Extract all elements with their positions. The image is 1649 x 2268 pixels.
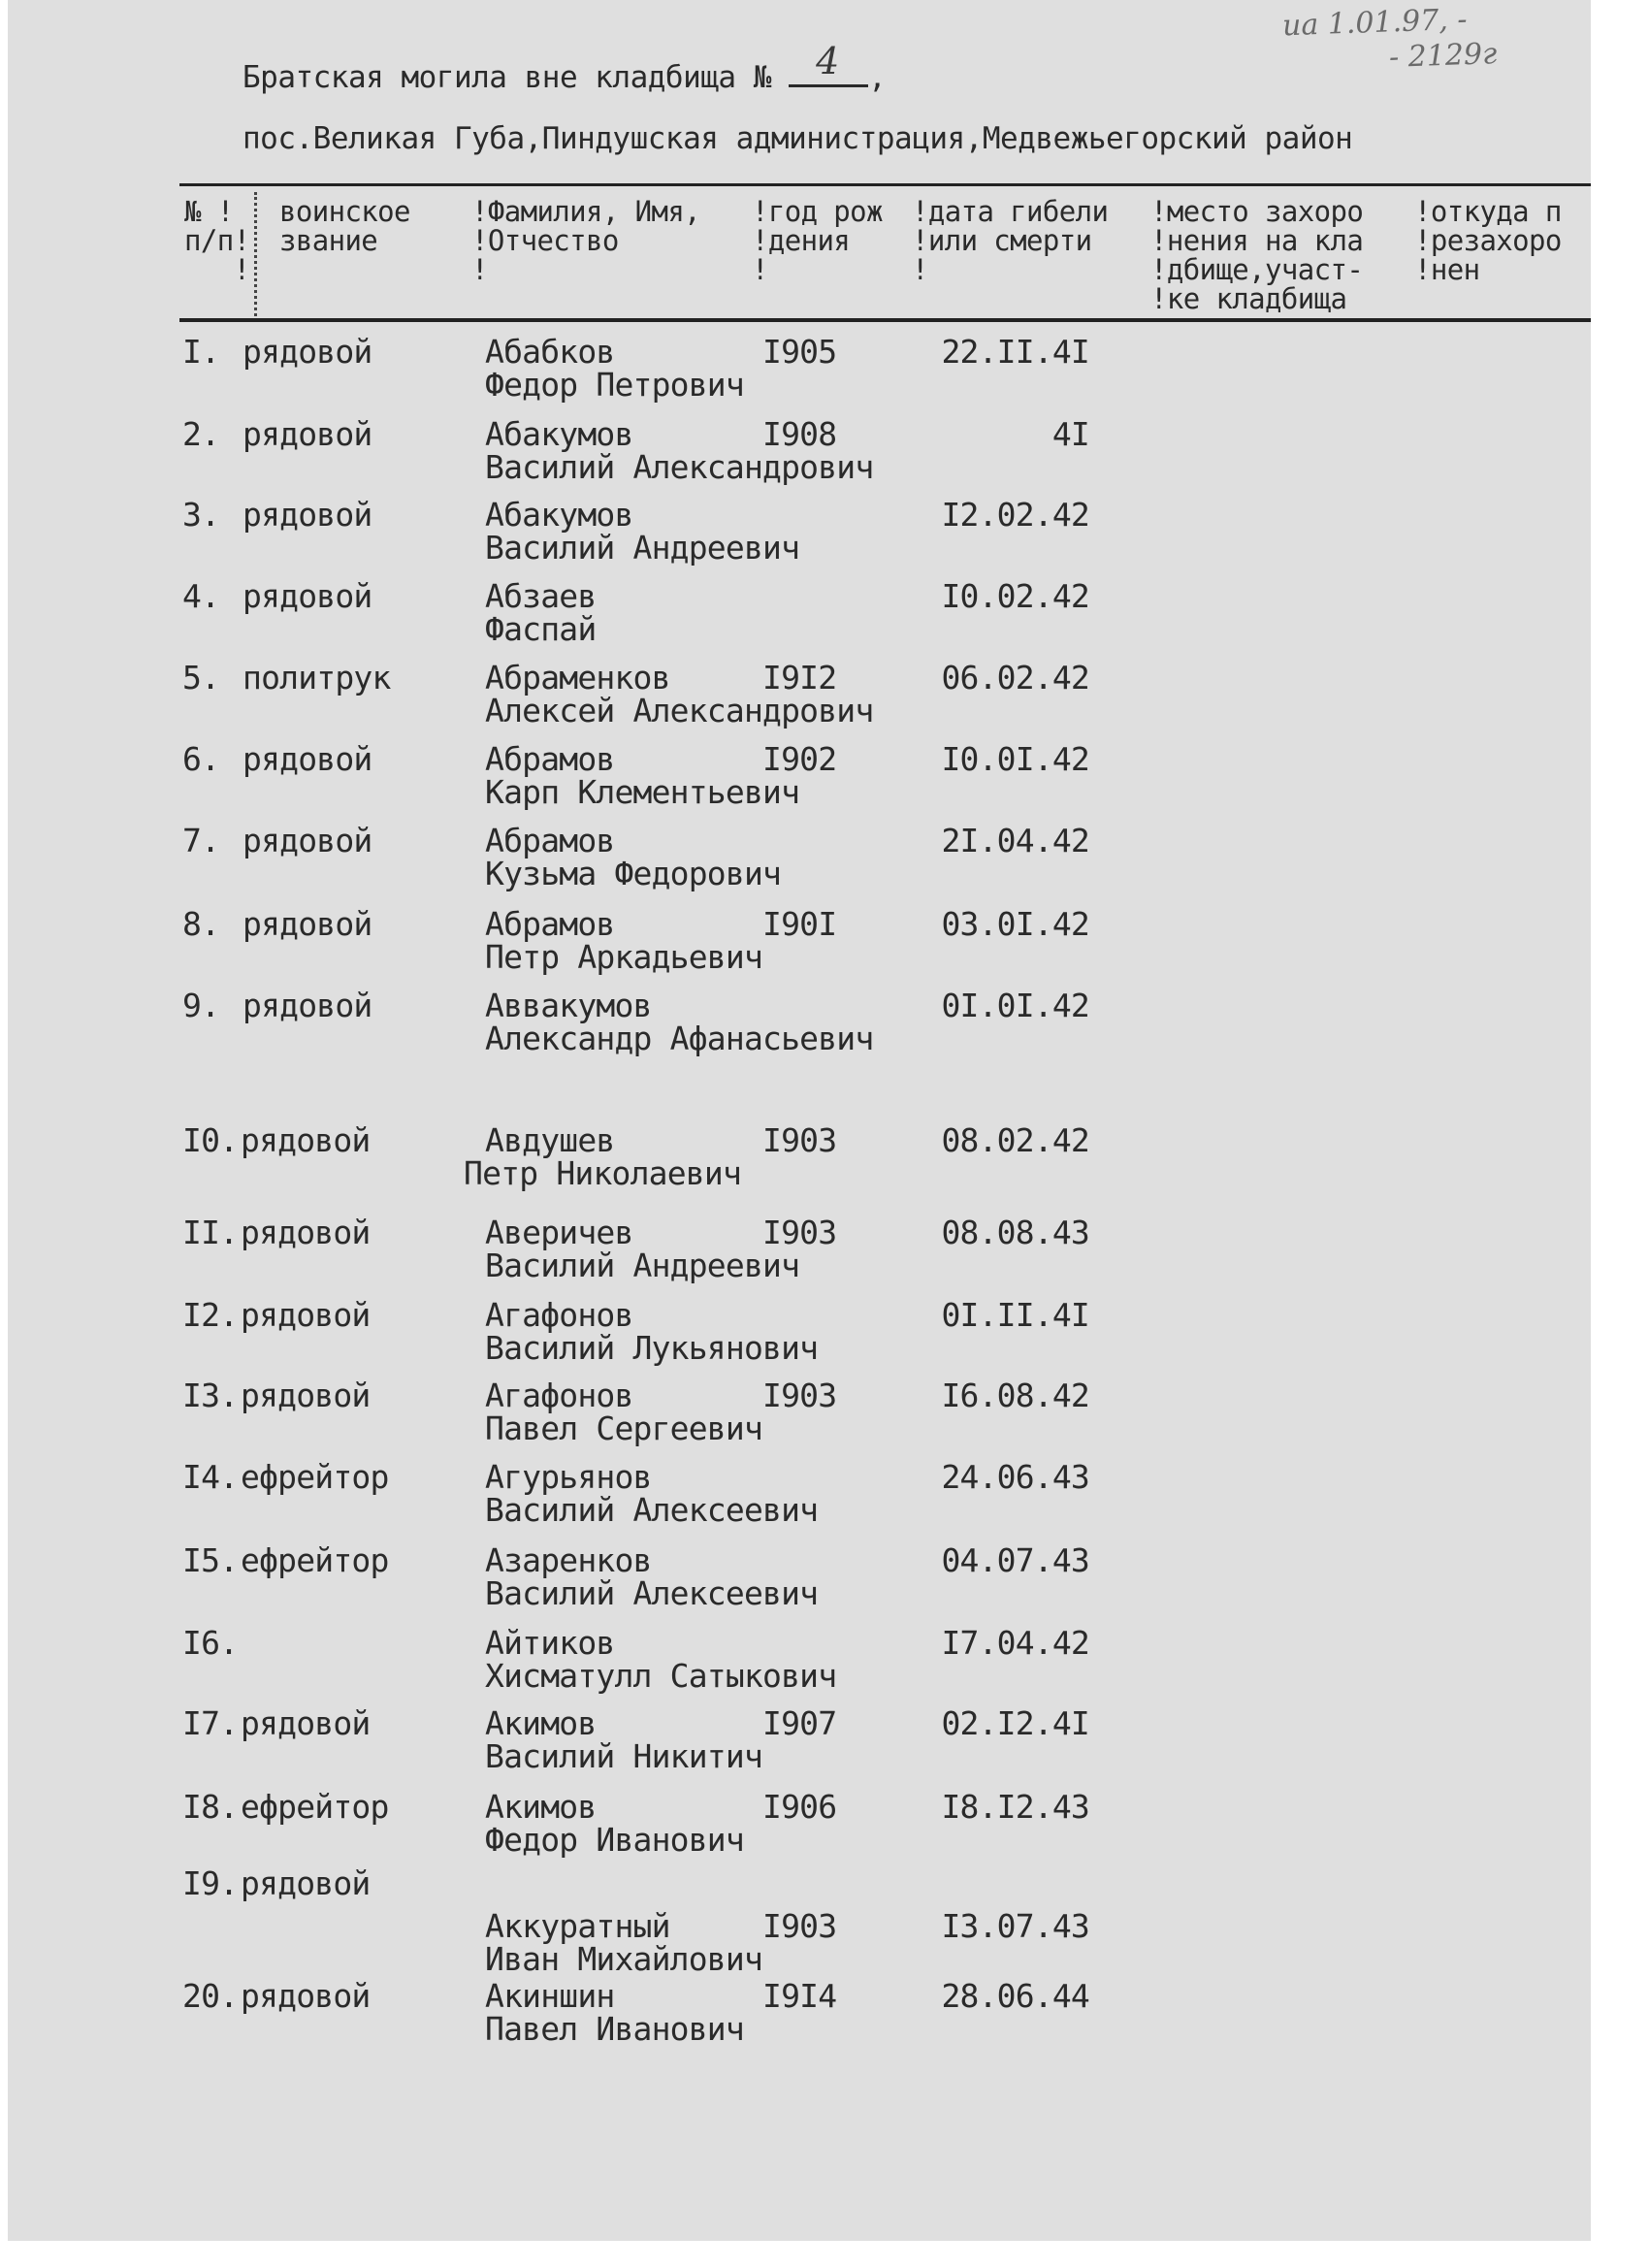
- row-given-names: Павел Сергеевич: [485, 1409, 763, 1447]
- handwritten-note-line1: ua 1.01.97, -: [1281, 2, 1469, 44]
- row-number: 20.: [182, 1977, 239, 2015]
- row-number: 6.: [182, 740, 220, 778]
- row-rank: политрук: [242, 659, 391, 697]
- row-surname: Абрамов: [485, 740, 615, 778]
- row-given-names: Василий Алексеевич: [485, 1491, 819, 1529]
- row-given-names: Петр Николаевич: [464, 1154, 742, 1192]
- row-surname: Аверичев: [485, 1214, 633, 1251]
- row-number: I5.: [182, 1541, 239, 1579]
- row-death-date: 2I.04.42: [941, 822, 1089, 859]
- row-rank: рядовой: [242, 987, 372, 1024]
- row-given-names: Павел Иванович: [485, 2010, 744, 2048]
- row-given-names: Алексей Александрович: [485, 692, 874, 729]
- row-surname: Аккуратный: [485, 1907, 670, 1945]
- row-birth-year: I903: [762, 1214, 837, 1251]
- row-given-names: Василий Андреевич: [485, 1247, 800, 1284]
- row-given-names: Василий Лукьянович: [485, 1329, 819, 1367]
- row-surname: Абраменков: [485, 659, 670, 697]
- row-birth-year: I9I4: [762, 1977, 837, 2015]
- row-rank: рядовой: [241, 1121, 371, 1159]
- row-birth-year: I908: [762, 415, 837, 453]
- row-rank: рядовой: [242, 496, 372, 534]
- row-surname: Агафонов: [485, 1377, 633, 1414]
- row-surname: Акимов: [485, 1788, 597, 1826]
- row-surname: Абакумов: [485, 415, 633, 453]
- row-death-date: 06.02.42: [941, 659, 1089, 697]
- row-number: I7.: [182, 1704, 239, 1742]
- row-birth-year: I903: [762, 1377, 837, 1414]
- row-surname: Айтиков: [485, 1624, 615, 1662]
- row-death-date: 08.02.42: [941, 1121, 1089, 1159]
- row-birth-year: I906: [762, 1788, 837, 1826]
- row-rank: рядовой: [242, 577, 372, 615]
- row-number: II.: [182, 1214, 239, 1251]
- row-rank: ефрейтор: [241, 1541, 389, 1579]
- row-number: 7.: [182, 822, 220, 859]
- row-death-date: 0I.II.4I: [941, 1296, 1089, 1334]
- row-number: I0.: [182, 1121, 239, 1159]
- row-death-date: 03.0I.42: [941, 905, 1089, 943]
- row-number: 5.: [182, 659, 220, 697]
- row-given-names: Федор Петрович: [485, 366, 744, 404]
- row-number: I4.: [182, 1458, 239, 1496]
- row-surname: Агурьянов: [485, 1458, 652, 1496]
- title-suffix: ,: [868, 60, 887, 95]
- row-number: I2.: [182, 1296, 239, 1334]
- row-death-date: I3.07.43: [941, 1907, 1089, 1945]
- header-rank: воинское звание: [279, 195, 410, 257]
- row-given-names: Василий Алексеевич: [485, 1574, 819, 1612]
- row-birth-year: I9I2: [762, 659, 837, 697]
- row-surname: Азаренков: [485, 1541, 652, 1579]
- row-death-date: 08.08.43: [941, 1214, 1089, 1251]
- row-number: 8.: [182, 905, 220, 943]
- row-death-date: I0.0I.42: [941, 740, 1089, 778]
- row-number: 9.: [182, 987, 220, 1024]
- row-surname: Авдушев: [485, 1121, 615, 1159]
- row-rank: рядовой: [242, 740, 372, 778]
- row-surname: Абзаев: [485, 577, 597, 615]
- header-origin: !откуда п !резахоро !нен: [1414, 195, 1562, 286]
- row-number: I9.: [182, 1864, 239, 1902]
- row-rank: рядовой: [241, 1377, 371, 1414]
- row-given-names: Василий Андреевич: [485, 529, 800, 567]
- row-rank: рядовой: [242, 333, 372, 371]
- row-death-date: I7.04.42: [941, 1624, 1089, 1662]
- row-death-date: 4I: [1051, 415, 1089, 453]
- header-num: № ! п/п! !: [184, 195, 250, 286]
- row-birth-year: I905: [762, 333, 837, 371]
- row-given-names: Кузьма Федорович: [485, 855, 782, 892]
- row-death-date: I0.02.42: [941, 577, 1089, 615]
- row-birth-year: I902: [762, 740, 837, 778]
- row-birth-year: I903: [762, 1907, 837, 1945]
- row-rank: ефрейтор: [241, 1788, 389, 1826]
- row-death-date: I6.08.42: [941, 1377, 1089, 1414]
- title-prefix: Братская могила вне кладбища №: [242, 60, 771, 95]
- row-death-date: 0I.0I.42: [941, 987, 1089, 1024]
- header-year: !год рож !дения !: [752, 195, 883, 286]
- header-place: !место захоро !нения на кла !дбище,участ- !ке кладбища: [1150, 195, 1364, 315]
- row-surname: Абрамов: [485, 822, 615, 859]
- row-death-date: 02.I2.4I: [941, 1704, 1089, 1742]
- row-birth-year: I90I: [762, 905, 837, 943]
- row-number: 4.: [182, 577, 220, 615]
- row-rank: ефрейтор: [241, 1458, 389, 1496]
- table-top-rule: [179, 183, 1591, 186]
- row-number: I6.: [182, 1624, 239, 1662]
- row-rank: рядовой: [241, 1296, 371, 1334]
- row-surname: Абрамов: [485, 905, 615, 943]
- row-rank: рядовой: [242, 905, 372, 943]
- row-given-names: Фаспай: [485, 610, 597, 648]
- row-death-date: 04.07.43: [941, 1541, 1089, 1579]
- handwritten-note-line2: - 2129г: [1388, 37, 1498, 75]
- document-subtitle: пос.Великая Губа,Пиндушская администрация,Медвежьегорский район: [242, 121, 1353, 156]
- row-given-names: Василий Никитич: [485, 1737, 763, 1775]
- row-number: I.: [182, 333, 220, 371]
- row-death-date: 28.06.44: [941, 1977, 1089, 2015]
- row-rank: рядовой: [241, 1214, 371, 1251]
- row-death-date: I2.02.42: [941, 496, 1089, 534]
- row-rank: рядовой: [242, 822, 372, 859]
- header-date: !дата гибели !или смерти !: [912, 195, 1109, 286]
- row-birth-year: I907: [762, 1704, 837, 1742]
- row-death-date: 22.II.4I: [941, 333, 1089, 371]
- row-given-names: Иван Михайлович: [485, 1940, 763, 1978]
- grave-number: 4: [816, 40, 839, 82]
- row-surname: Абакумов: [485, 496, 633, 534]
- row-rank: рядовой: [241, 1977, 371, 2015]
- row-surname: Аввакумов: [485, 987, 652, 1024]
- row-birth-year: I903: [762, 1121, 837, 1159]
- row-surname: Акиншин: [485, 1977, 615, 2015]
- row-rank: рядовой: [242, 415, 372, 453]
- row-surname: Абабков: [485, 333, 615, 371]
- grave-number-blank: [789, 40, 868, 87]
- row-death-date: 24.06.43: [941, 1458, 1089, 1496]
- row-given-names: Петр Аркадьевич: [485, 938, 763, 976]
- column-separator: [254, 192, 257, 316]
- row-surname: Агафонов: [485, 1296, 633, 1334]
- table-header-rule: [179, 318, 1591, 322]
- row-number: 2.: [182, 415, 220, 453]
- row-given-names: Карп Клементьевич: [485, 773, 800, 811]
- row-number: 3.: [182, 496, 220, 534]
- row-death-date: I8.I2.43: [941, 1788, 1089, 1826]
- row-rank: рядовой: [241, 1704, 371, 1742]
- row-given-names: Федор Иванович: [485, 1821, 744, 1859]
- row-given-names: Александр Афанасьевич: [485, 1020, 874, 1057]
- row-number: I8.: [182, 1788, 239, 1826]
- document-title: [242, 40, 887, 95]
- row-number: I3.: [182, 1377, 239, 1414]
- header-name: !Фамилия, Имя, !Отчество !: [471, 195, 701, 286]
- row-surname: Акимов: [485, 1704, 597, 1742]
- row-given-names: Хисматулл Сатыкович: [485, 1657, 837, 1695]
- row-rank: рядовой: [241, 1864, 371, 1902]
- row-given-names: Василий Александрович: [485, 448, 874, 486]
